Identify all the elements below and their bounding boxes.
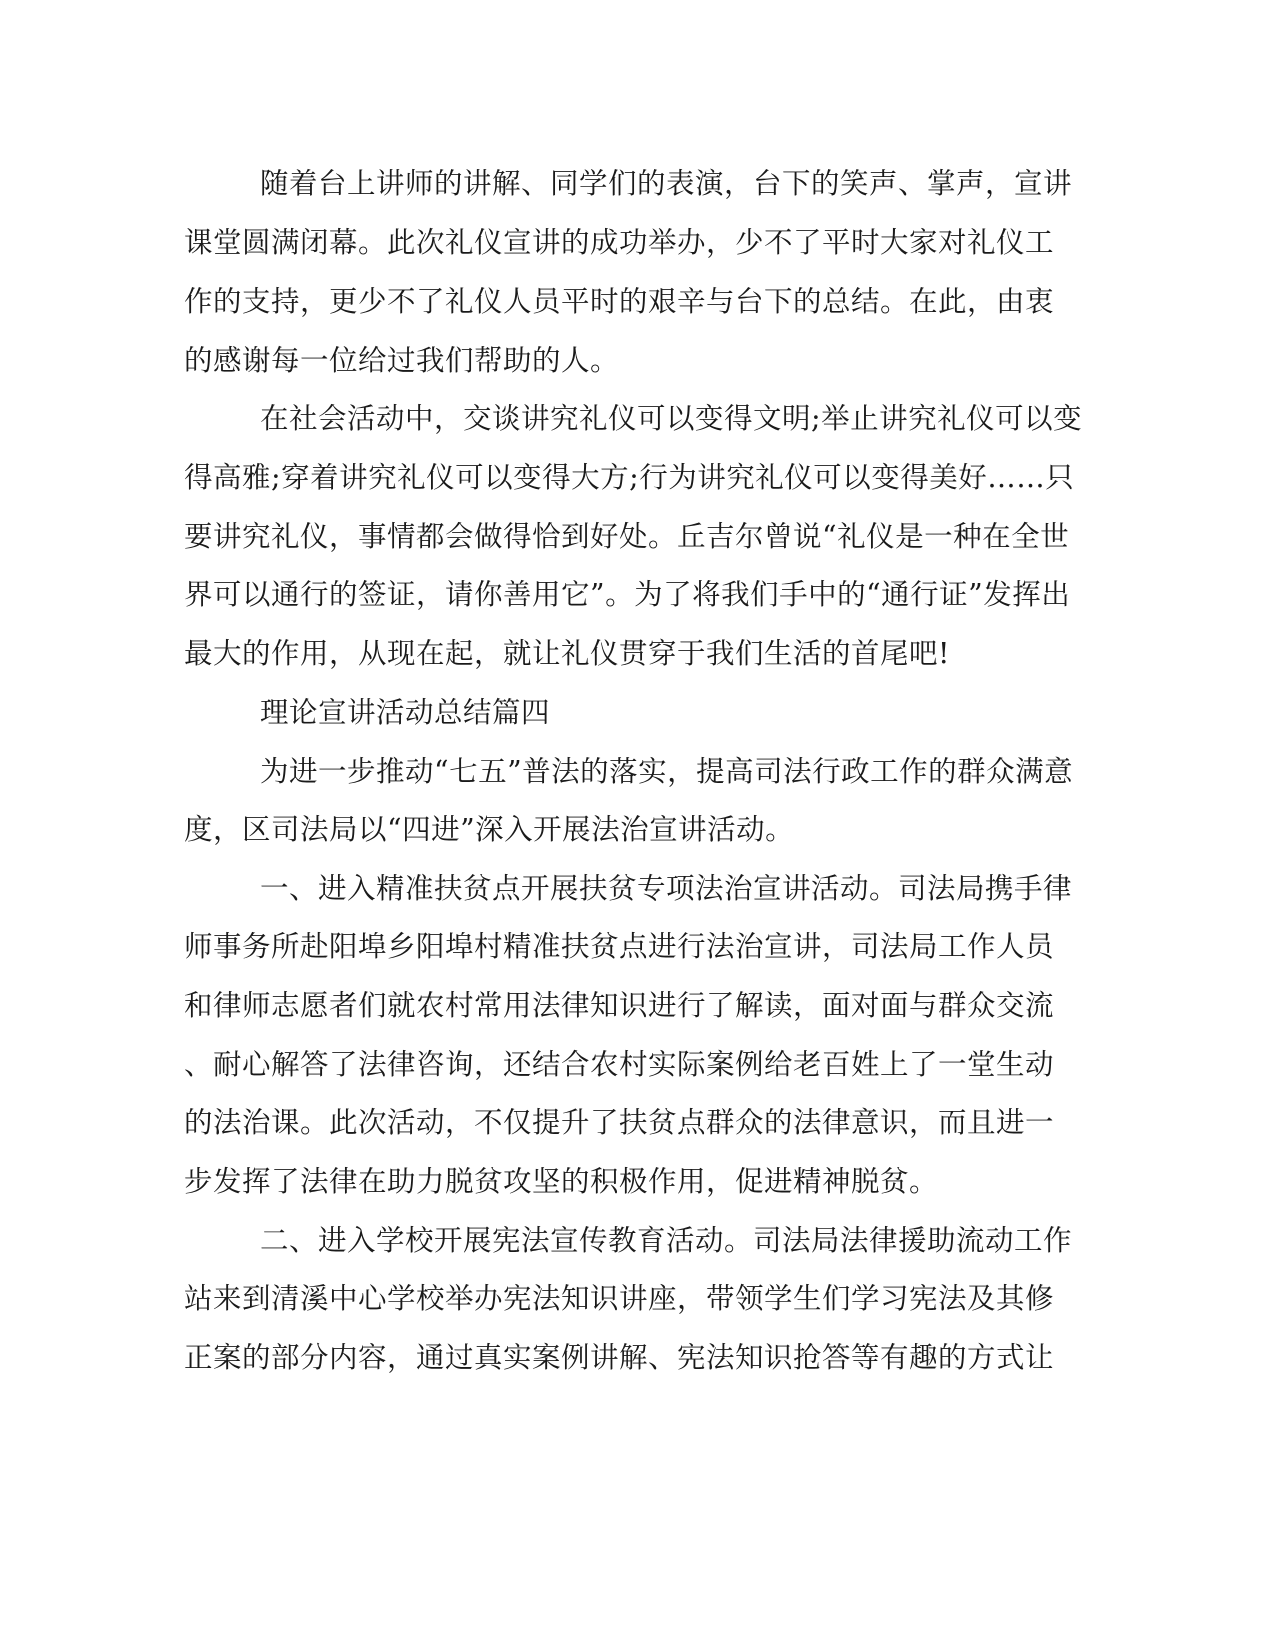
- text-line: 度，区司法局以“四进”深入开展法治宣讲活动。: [184, 813, 795, 846]
- text-line: 要讲究礼仪，事情都会做得恰到好处。丘吉尔曾说“礼仪是一种在全世: [184, 520, 1070, 553]
- text-line: 的法治课。此次活动，不仅提升了扶贫点群众的法律意识，而且进一: [184, 1106, 1055, 1139]
- text-line: 界可以通行的签证，请你善用它”。为了将我们手中的“通行证”发挥出: [184, 578, 1071, 611]
- text-line: 站来到清溪中心学校举办宪法知识讲座，带领学生们学习宪法及其修: [184, 1282, 1055, 1315]
- text-line: 课堂圆满闭幕。此次礼仪宣讲的成功举办，少不了平时大家对礼仪工: [184, 226, 1055, 259]
- text-line: 最大的作用，从现在起，就让礼仪贯穿于我们生活的首尾吧!: [184, 637, 950, 670]
- text-line: 步发挥了法律在助力脱贫攻坚的积极作用，促进精神脱贫。: [184, 1165, 939, 1198]
- section-heading: 理论宣讲活动总结篇四: [260, 696, 551, 729]
- text-line: 师事务所赴阳埠乡阳埠村精准扶贫点进行法治宣讲，司法局工作人员: [184, 930, 1055, 963]
- text-line: 一、进入精准扶贫点开展扶贫专项法治宣讲活动。司法局携手律: [260, 872, 1073, 905]
- text-line: 随着台上讲师的讲解、同学们的表演，台下的笑声、掌声，宣讲: [260, 167, 1073, 200]
- text-line: 二、进入学校开展宪法宣传教育活动。司法局法律援助流动工作: [260, 1224, 1073, 1257]
- text-line: 得高雅;穿着讲究礼仪可以变得大方;行为讲究礼仪可以变得美好……只: [184, 461, 1075, 494]
- text-line: 、耐心解答了法律咨询，还结合农村实际案例给老百姓上了一堂生动: [184, 1048, 1055, 1081]
- text-line: 和律师志愿者们就农村常用法律知识进行了解读，面对面与群众交流: [184, 989, 1055, 1022]
- text-line: 作的支持，更少不了礼仪人员平时的艰辛与台下的总结。在此，由衷: [184, 285, 1055, 318]
- text-line: 正案的部分内容，通过真实案例讲解、宪法知识抢答等有趣的方式让: [184, 1341, 1055, 1374]
- text-line: 为进一步推动“七五”普法的落实，提高司法行政工作的群众满意: [260, 755, 1074, 788]
- text-line: 的感谢每一位给过我们帮助的人。: [184, 344, 620, 377]
- text-line: 在社会活动中，交谈讲究礼仪可以变得文明;举止讲究礼仪可以变: [260, 402, 1083, 435]
